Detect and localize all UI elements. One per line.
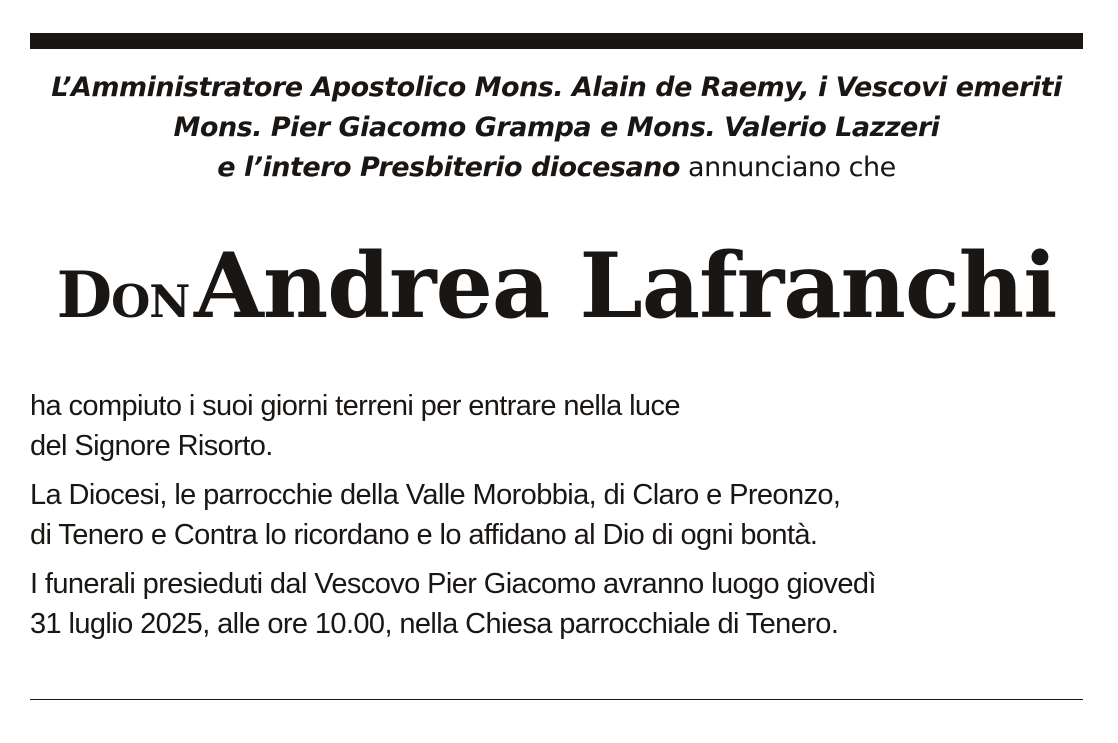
header-line-1: L’Amministratore Apostolico Mons. Alain de Raemy, i Vescovi emeriti	[51, 72, 1062, 103]
paragraph-line: La Diocesi, le parrocchie della Valle Morobbia, di Claro e Preonzo,	[30, 479, 841, 511]
bottom-rule	[30, 699, 1083, 700]
paragraph-line: ha compiuto i suoi giorni terreni per entrare nella luce	[30, 390, 680, 422]
deceased-name	[30, 226, 1083, 372]
deceased-full-name: Andrea Lafranchi	[193, 233, 1057, 339]
announcement-body	[30, 386, 1090, 653]
announcement-header	[30, 68, 1083, 188]
header-line-3-bold: e l’intero Presbiterio diocesano	[217, 152, 680, 183]
header-line-2: Mons. Pier Giacomo Grampa e Mons. Valerio Lazzeri	[173, 112, 940, 143]
paragraph-funeral	[30, 564, 1090, 644]
deceased-title: Don	[56, 258, 190, 333]
paragraph-passing	[30, 386, 1090, 466]
paragraph-line: 31 luglio 2025, alle ore 10.00, nella Chiesa parrocchiale di Tenero.	[30, 608, 839, 640]
header-line-3	[30, 148, 1083, 188]
paragraph-diocese	[30, 475, 1090, 555]
paragraph-line: del Signore Risorto.	[30, 430, 273, 462]
top-rule	[30, 33, 1083, 49]
header-line-3-plain: annunciano che	[679, 152, 896, 183]
paragraph-line: I funerali presieduti dal Vescovo Pier Giacomo avranno luogo giovedì	[30, 568, 876, 600]
paragraph-line: di Tenero e Contra lo ricordano e lo affidano al Dio di ogni bontà.	[30, 519, 818, 551]
